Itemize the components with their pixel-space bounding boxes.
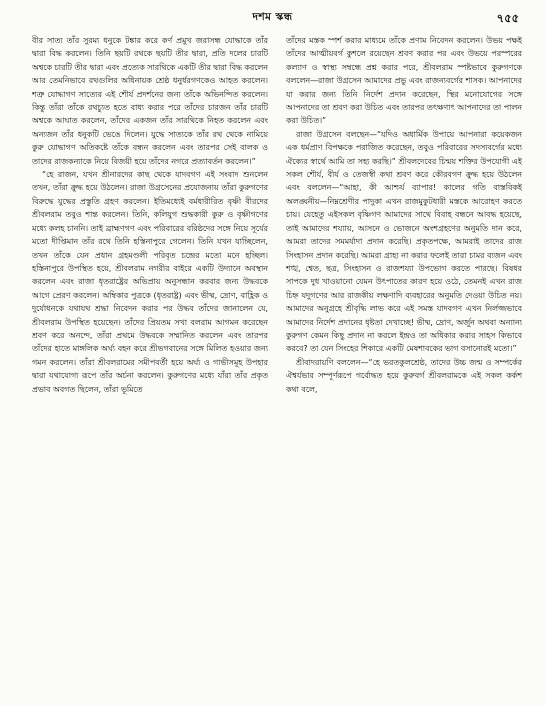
running-title: দশম স্কন্ধ	[252, 11, 293, 23]
right-paragraph-1: তাঁদের মস্তক স্পর্শ করার মাধ্যমে তাঁকে প্রণাম নিবেদন করলেন। উভয় পক্ষই তাঁদের আত্মীয়বর্গ কুশলে রয়েছেন শ্রবণ করার পর এবং উভয়ে পরস্পরের কল্যাণ ও স্বাস্থ্য সম্বন্ধে প্রশ্ন করার পরে, শ্রীবলরাম স্পষ্টভাবে কুরুগণকে বললেন—রাজা উগ্রসেন আমাদের প্রভু এবং রাজন্যবর্গের শাসক। আপনাদের যা করার জন্য তিনি নির্দেশ প্রদান করেছেন, স্থির মনোযোগের সঙ্গে আপনাদের তা শ্রবণ করা উচিত এবং তারপর তৎক্ষণাৎ আপনাদের তা পালন করা উচিত।”	[286, 36, 522, 126]
right-paragraph-2: রাজা উগ্রসেন বলছেন—“যদিও অধার্মিক উপায়ে আপনারা কয়েকজন এক ধর্মপ্রাণ বিপক্ষকে পরাজিত করেছেন, তবুও পরিবারের সদস্যবর্গের মধ্যে ঐক্যের স্বার্থে আমি তা সহ্য করছি।” শ্রীবলদেবের চিন্ময় শক্তির উপযোগী এই সকল শৌর্য, বীর্য ও তেজস্বী কথা শ্রবণ করে কৌরবগণ ক্রুদ্ধ হয়ে উঠলেন এবং বললেন—“আহা, কী আশ্চর্য ব্যাপার! কালের গতি বাস্তবিকই অলঙ্ঘনীয়—নিম্নশ্রেণীর পাদুকা এখন রাজমুকুটধারী মস্তকে আরোহণ করতে চায়। যেহেতু এইসকল বৃষ্ণিগণ আমাদের সাথে বিবাহ বন্ধনে আবদ্ধ হয়েছে, তাই আমাদের শয্যায়, আসনে ও ভোজনে অংশগ্রহণের অনুমতি দান করে, আমরা তাদের সমমর্যাদা প্রদান করেছি। প্রকৃতপক্ষে, আমরাই তাদের রাজ সিংহাসন প্রদান করেছি। আমরা গ্রাহ্য না করার ফলেই তারা চামর ব্যজন এবং শঙ্খ, শ্বেত, ছত্র, সিংহাসন ও রাজশয্যা উপভোগ করতে পারছে। বিষধর সাপকে দুধ খাওয়ানো যেমন উৎপাতের কারণ হয়ে ওঠে, তেমনই এখন রাজ চিহ্ন যদুগণের আর রাজকীয় লক্ষণাদি ব্যবহারের অনুমতি দেওয়া উচিত নয়। আমাদের অনুগ্রহে শ্রীবৃদ্ধি লাভ করে এই সমস্ত যাদবগণ এখন নির্লজ্জভাবে আমাদের নির্দেশ প্রদানের ধৃষ্টতা দেখাচ্ছে! ভীষ্ম, দ্রোণ, অর্জুন অথবা অন্যান্য কুরুগণ কেমন কিছু প্রদান না করলে ইন্দ্রও তা অধিকার করার সাহস কিভাবে করবে? তা যেন সিংহের শিকারে একটি মেষশাবকের ভাগ বসানোরই মতো।”	[286, 129, 522, 354]
left-paragraph-2: “হে রাজন, যখন শ্রীনারদের কাছ থেকে যাদবগণ এই সংবাদ শুনলেন তখন, তাঁরা ক্রুদ্ধ হয়ে উঠলেন। রাজা উগ্রসেনের প্রযোজনায় তাঁরা কুরুগণের বিরুদ্ধে যুদ্ধের প্রস্তুতি গ্রহণ করলেন। ইতিমধ্যেই বর্মধারীরিত বৃষ্ণী বীরদের শ্রীবলরাম তবুও শান্ত করলেন। তিনি, কলিযুগ শুদ্ধকারী কুরু ও বৃষ্ণীগণের মধ্যে কলহ চাননি। তাই ব্রাহ্মণগণ এবং পরিবারের বরিষ্ঠদের সঙ্গে নিয়ে সূর্যের মতো দীপ্তিমান তাঁর রথে তিনি হস্তিনাপুরে গেলেন। তিনি যখন যাচ্ছিলেন, তখন তাঁকে যেন প্রধান গ্রহমণ্ডলী পরিবৃত চন্দ্রের মতো মনে হচ্ছিল। হস্তিনাপুরে উপস্থিত হয়ে, শ্রীবলরাম নগরীর বাইরে একটি উদ্যানে অবস্থান করলেন এবং রাজা ধৃতরাষ্ট্রের অভিপ্রায় অনুসন্ধান করবার জন্য উদ্ধবকে আগে প্রেরণ করলেন। অম্বিকার পুত্রকে (ধৃতরাষ্ট্র) এবং ভীষ্ম, দ্রোণ, বাহ্লিক ও দুর্যোধনকে যথাযথ শ্রদ্ধা নিবেদন করার পর উদ্ধব তাঁদের জানালেন যে, শ্রীবলরাম উপস্থিত হয়েছেন। তাঁদের প্রিয়তম সখা বলরাম আগমন করেছেন শ্রবণ করে অনন্দে, তাঁরা প্রথমে উদ্ধবকে সম্মানিত করলেন এবং তারপর তাঁদের হাতে মাঙ্গলিক অর্ঘ্য বহন করে শ্রীভগবানের সঙ্গে মিলিত হওয়ার জন্য গমন করলেন। তাঁরা শ্রীবলরামের সমীপবর্তী হয়ে অর্ঘ্য ও গাভীসমূহ উপহার দ্বারা যথাযোগ্য রূপে তাঁর অর্চনা করলেন। কুরুগণের মধ্যে যাঁরা তাঁর প্রকৃত প্রভাব অবগত ছিলেন, তাঁরা ভূমিতে	[32, 170, 268, 394]
page-number: ৭৫৫	[496, 11, 519, 25]
right-column	[286, 34, 522, 698]
left-column	[32, 34, 268, 698]
left-paragraph-1: বীর সাত্য তাঁর সুরম্য ধনুকে টঙ্কার করে কর্ণ প্রমুখ জরাসন্ধ যোদ্ধাকে তাঁর দ্বারা বিদ্ধ করলেন। তিনি ছয়টি রথকে ছয়টি তীর দ্বারা, প্রতি দলের চারটি অশ্বকে চারটি তীর দ্বারা এবং প্রত্যেক সারথিকে একটি তীর দ্বারা বিদ্ধ করলেন আর তেমনিভাবে রথগুলির অধিনায়ক শ্রেষ্ঠ ধনুর্ধরগণকেও আহত করলেন। শত্রু যোদ্ধাগণ সাত্যের এই শৌর্য প্রদর্শনের জন্য তাঁকে অভিনন্দিত করলেন। কিন্তু তাঁরা তাঁকে রথচ্যুত হতে বাধ্য করার পরে তাঁদের চারজন তাঁর চারটি অশ্বকে আঘাত করলেন, তাঁদের একজন তাঁর সারথিকে নিহত করলেন এবং অন্যজন তাঁর ধনুকটি ভেঙে দিলেন। যুদ্ধে সাত্যকে তাঁর রথ থেকে নামিয়ে কুরু যোদ্ধাগণ অতিকষ্টে তাঁকে বন্ধন করলেন এবং তারপর সেই বালক ও তাদের রাজকন্যাকে নিয়ে বিজয়ী হয়ে তাঁদের নগরে প্রত্যাবর্তন করলেন।”	[32, 36, 268, 166]
right-paragraph-3: শ্রীবাদরায়ণি বললেন—“হে ভরতকুলশ্রেষ্ঠ, তাদের উচ্চ জন্ম ও সম্পর্কের ঐশ্বর্যভার সম্পূর্ণরূপে গর্বোদ্ধত হয়ে কুরুবর্গ শ্রীবলরামকে এই সকল কর্কশ কথা বলে,	[286, 357, 522, 394]
